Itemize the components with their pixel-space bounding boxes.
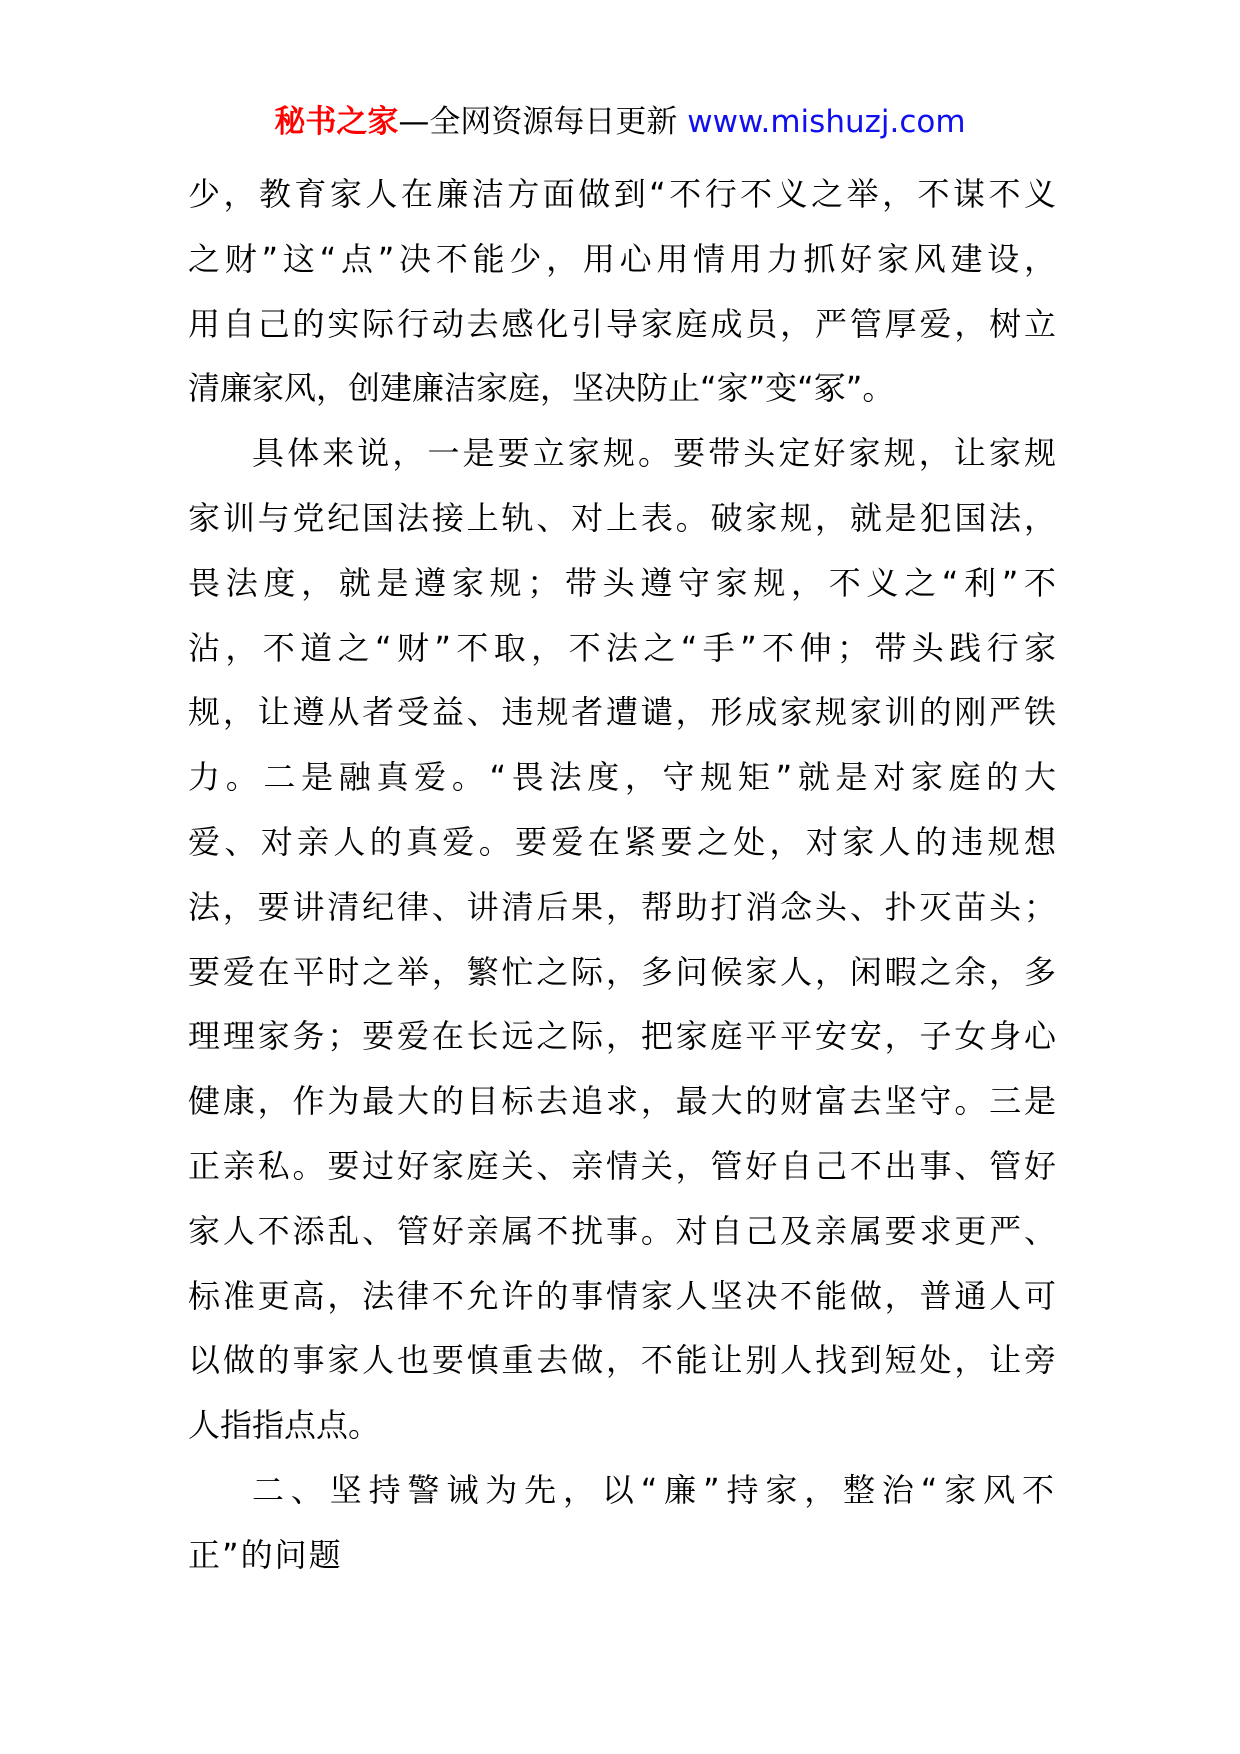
paragraph-specifics — [188, 421, 1056, 1458]
site-tagline: —全网资源每日更新 — [398, 104, 688, 140]
paragraph-line: 人指指点点。 — [188, 1406, 381, 1445]
paragraph-line: 理理家务；要爱在长远之际，把家庭平平安安，子女身心 — [188, 1017, 1056, 1056]
site-header — [0, 100, 1240, 144]
paragraph-line: 具体来说，一是要立家规。要带头定好家规，让家规 — [252, 434, 1056, 473]
paragraph-line: 家训与党纪国法接上轨、对上表。破家规，就是犯国法， — [188, 498, 1056, 537]
paragraph-line: 之财”这“点”决不能少，用心用情用力抓好家风建设， — [188, 239, 1056, 278]
paragraph-line: 力。二是融真爱。“畏法度，守规矩”就是对家庭的大 — [188, 758, 1056, 797]
site-url-link[interactable]: www.mishuzj.com — [687, 104, 966, 140]
paragraph-line: 法，要讲清纪律、讲清后果，帮助打消念头、扑灭苗头； — [188, 887, 1056, 926]
paragraph-line: 要爱在平时之举，繁忙之际，多问候家人，闲暇之余，多 — [188, 952, 1056, 991]
section-heading — [188, 1458, 1056, 1588]
paragraph-line: 以做的事家人也要慎重去做，不能让别人找到短处，让旁 — [188, 1341, 1056, 1380]
site-brand: 秘书之家 — [274, 104, 399, 140]
paragraph-line: 规，让遵从者受益、违规者遭谴，形成家规家训的刚严铁 — [188, 693, 1056, 732]
heading-line: 正”的问题 — [188, 1535, 343, 1574]
paragraph-continuation — [188, 162, 1056, 421]
paragraph-line: 少，教育家人在廉洁方面做到“不行不义之举，不谋不义 — [188, 175, 1056, 213]
heading-line: 二、坚持警诫为先，以“廉”持家，整治“家风不 — [252, 1470, 1056, 1509]
paragraph-line: 畏法度，就是遵家规；带头遵守家规，不义之“利”不 — [188, 563, 1056, 602]
paragraph-line: 正亲私。要过好家庭关、亲情关，管好自己不出事、管好 — [188, 1146, 1056, 1185]
paragraph-line: 清廉家风，创建廉洁家庭，坚决防止“家”变“冢”。 — [188, 369, 895, 408]
paragraph-line: 健康，作为最大的目标去追求，最大的财富去坚守。三是 — [188, 1082, 1056, 1121]
paragraph-line: 用自己的实际行动去感化引导家庭成员，严管厚爱，树立 — [188, 304, 1056, 343]
paragraph-line: 爱、对亲人的真爱。要爱在紧要之处，对家人的违规想 — [188, 822, 1056, 861]
document-body — [188, 162, 1056, 1588]
paragraph-line: 沾，不道之“财”不取，不法之“手”不伸；带头践行家 — [188, 628, 1056, 667]
paragraph-line: 标准更高，法律不允许的事情家人坚决不能做，普通人可 — [188, 1276, 1056, 1315]
paragraph-line: 家人不添乱、管好亲属不扰事。对自己及亲属要求更严、 — [188, 1211, 1056, 1250]
